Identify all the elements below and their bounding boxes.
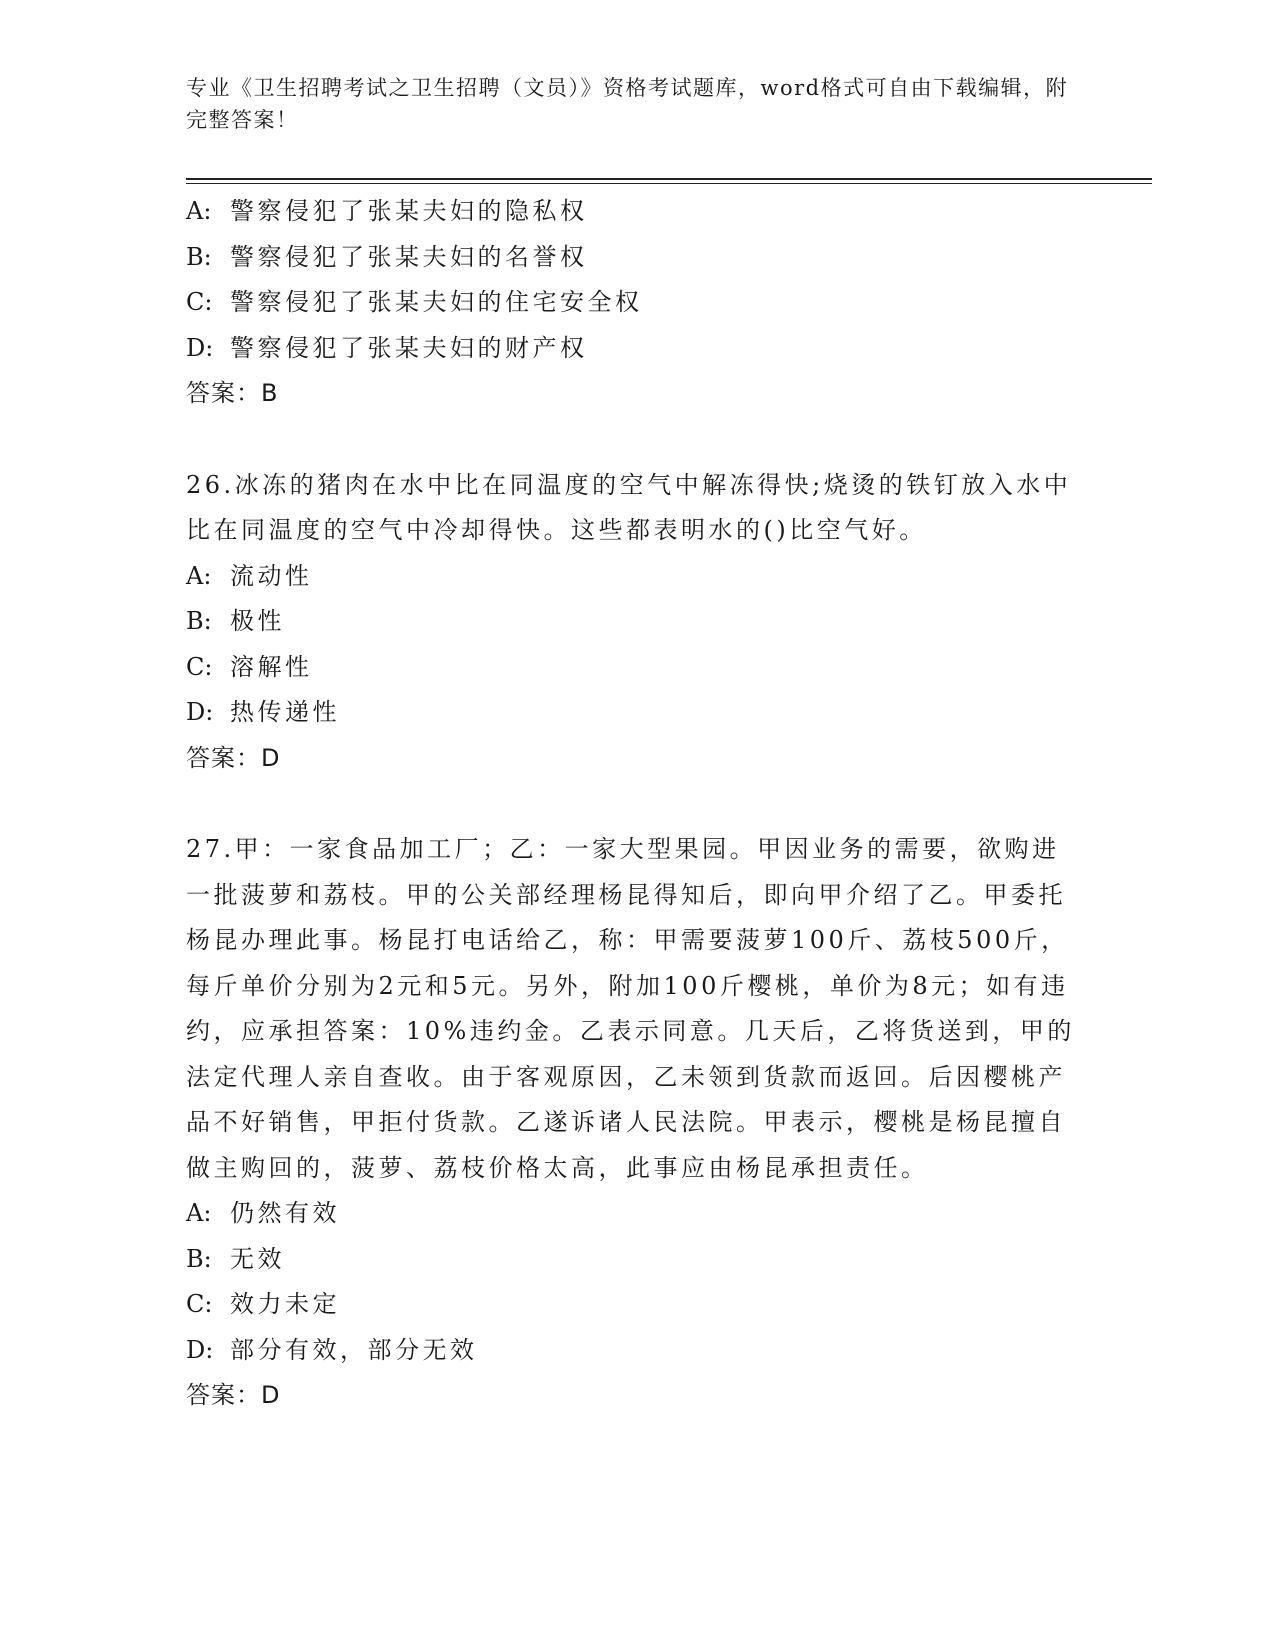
option-text: 警察侵犯了张某夫妇的名誉权 bbox=[230, 242, 588, 271]
option-letter: D: bbox=[186, 1335, 214, 1364]
option-text: 溶解性 bbox=[230, 652, 313, 681]
answer-label: 答案：D bbox=[186, 743, 281, 772]
option-text: 效力未定 bbox=[230, 1290, 340, 1318]
option-text: 仍然有效 bbox=[230, 1199, 340, 1227]
option-text: 流动性 bbox=[230, 561, 313, 590]
option-text: 部分有效，部分无效 bbox=[230, 1335, 478, 1364]
option-letter: A: bbox=[186, 561, 212, 590]
question-text: 27.甲：一家食品加工厂；乙：一家大型果园。甲因业务的需要，欲购进一批菠萝和荔枝。甲的公关部经理杨昆得知后，即向甲介绍了乙。甲委托杨昆办理此事。杨昆打电话给乙，称：甲需要菠萝100斤、荔枝500斤，每斤单价分别为2元和5元。另外，附加100斤樱桃，单价为8元；如有违约，应承担答案：10%违约金。乙表示同意。几天后，乙将货送到，甲的法定代理人亲自查收。由于客观原因，乙未领到货款而返回。后因樱桃产品不好销售，甲拒付货款。乙遂诉诸人民法院。甲表示，樱桃是杨昆擅自做主购回的，菠萝、荔枝价格太高，此事应由杨昆承担责任。 bbox=[186, 835, 1075, 1182]
option-letter: B: bbox=[186, 1244, 212, 1273]
option-letter: A: bbox=[186, 197, 212, 225]
option-a bbox=[186, 554, 1086, 600]
option-text: 无效 bbox=[230, 1244, 285, 1273]
option-letter: C: bbox=[186, 652, 213, 681]
option-c bbox=[186, 645, 1086, 691]
answer-label: 答案：B bbox=[186, 379, 279, 407]
option-letter: C: bbox=[186, 288, 213, 316]
option-letter: D: bbox=[186, 333, 214, 362]
question-25 bbox=[186, 189, 1086, 417]
option-letter: C: bbox=[186, 1290, 213, 1318]
option-letter: D: bbox=[186, 698, 214, 726]
option-letter: B: bbox=[186, 242, 212, 271]
question-26 bbox=[186, 463, 1086, 782]
option-d bbox=[186, 690, 1086, 736]
option-text: 警察侵犯了张某夫妇的住宅安全权 bbox=[230, 288, 643, 316]
option-d bbox=[186, 326, 1086, 372]
option-text: 极性 bbox=[230, 607, 285, 635]
question-list bbox=[186, 189, 1086, 1419]
document-header: 专业《卫生招聘考试之卫生招聘（文员）》资格考试题库，word格式可自由下载编辑，附完整答案！ bbox=[186, 76, 1069, 132]
option-a bbox=[186, 1191, 1086, 1237]
header-divider-thick bbox=[186, 178, 1152, 180]
header-divider-thin bbox=[186, 183, 1152, 184]
question-27 bbox=[186, 827, 1086, 1419]
option-letter: A: bbox=[186, 1199, 212, 1227]
option-text: 警察侵犯了张某夫妇的财产权 bbox=[230, 333, 588, 362]
option-b bbox=[186, 599, 1086, 645]
option-text: 警察侵犯了张某夫妇的隐私权 bbox=[230, 197, 588, 225]
option-d bbox=[186, 1328, 1086, 1374]
option-letter: B: bbox=[186, 607, 212, 635]
question-text: 26.冰冻的猪肉在水中比在同温度的空气中解冻得快;烧烫的铁钉放入水中比在同温度的空气中冷却得快。这些都表明水的()比空气好。 bbox=[186, 470, 1072, 544]
option-c bbox=[186, 1282, 1086, 1328]
option-b bbox=[186, 235, 1086, 281]
answer-label: 答案：D bbox=[186, 1381, 281, 1409]
option-c bbox=[186, 280, 1086, 326]
option-b bbox=[186, 1237, 1086, 1283]
option-text: 热传递性 bbox=[230, 698, 340, 726]
option-a bbox=[186, 189, 1086, 235]
